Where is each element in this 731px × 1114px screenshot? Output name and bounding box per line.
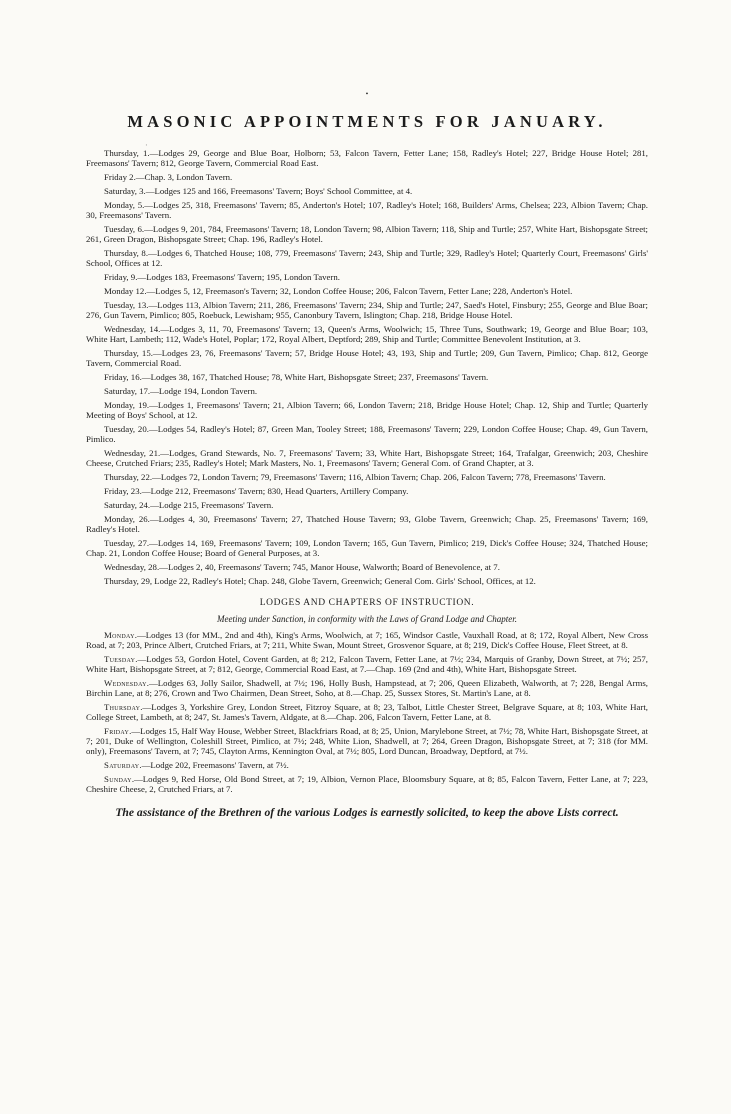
instruction-entry bbox=[86, 654, 648, 674]
entry-text: .—Lodges 63, Jolly Sailor, Shadwell, at 7½; 196, Holly Bush, Hampstead, at 7; 206, Queen Elizabeth, Walworth, at 7; 228, Bengal Arms, Birchin Lane, at 8; 276, Crown and Two Chairmen, Dean Street, Soho, at 8.—Chap. 25, Sussex Stores, St. Martin's Lane, at 8. bbox=[86, 678, 648, 698]
entry-text: .—Lodges 13 (for MM., 2nd and 4th), King's Arms, Woolwich, at 7; 165, Windsor Castle, Vauxhall Road, at 8; 172, Royal Albert, New Cross Road, at 7; 203, Prince Albert, Crutched Friars, at 7; 211, White Swan, Mount Street, Grosvenor Square, at 8; 219, Dick's Coffee House, Fleet Street, at 8. bbox=[86, 630, 648, 650]
day-label: Sunday bbox=[104, 774, 132, 784]
appointment-entry: Tuesday, 6.—Lodges 9, 201, 784, Freemasons' Tavern; 18, London Tavern; 98, Albion Tavern; 118, Ship and Turtle; 257, White Hart, Bishopsgate Street; 261, Green Dragon, Bishopsgate Street; Chap. 196, Radley's Hotel. bbox=[86, 224, 648, 244]
entry-text: .—Lodges 53, Gordon Hotel, Covent Garden, at 8; 212, Falcon Tavern, Fetter Lane, at 7½; 234, Marquis of Granby, Down Street, at 7½; 257, White Hart, Bishopsgate Street, at 7; 812, George, Commercial Road East, at 7.—Chap. 169 (2nd and 4th), White Hart, Bishopsgate Street. bbox=[86, 654, 648, 674]
appointment-entry: Saturday, 17.—Lodge 194, London Tavern. bbox=[104, 386, 258, 396]
day-label: Saturday bbox=[104, 760, 140, 770]
ornament: • bbox=[365, 90, 369, 98]
day-label: Wednesday bbox=[104, 678, 147, 688]
document-page bbox=[86, 90, 648, 819]
appointment-entry: Monday, 5.—Lodges 25, 318, Freemasons' Tavern; 85, Anderton's Hotel; 107, Radley's Hotel; 168, Builders' Arms, Chelsea; 223, Albion Tavern; Chap. 30, Freemasons' Tavern. bbox=[86, 200, 648, 220]
appointment-entry: Monday, 26.—Lodges 4, 30, Freemasons' Tavern; 27, Thatched House Tavern; 93, Globe Tavern, Greenwich; Chap. 25, Freemasons' Tavern; 169, Radley's Hotel. bbox=[86, 514, 648, 534]
appointment-entry: Tuesday, 27.—Lodges 14, 169, Freemasons' Tavern; 109, London Tavern; 165, Gun Tavern, Pimlico; 219, Dick's Coffee House; 324, Thatched House; Chap. 21, London Coffee House; Board of General Purposes, at 3. bbox=[86, 538, 648, 558]
appointment-entry: Thursday, 1.—Lodges 29, George and Blue Boar, Holborn; 53, Falcon Tavern, Fetter Lane; 158, Radley's Hotel; 227, Bridge House Hotel; 281, Freemasons' Tavern; 812, George Tavern, Commercial Road East. bbox=[86, 148, 648, 168]
appointment-entry: Friday 2.—Chap. 3, London Tavern. bbox=[104, 172, 233, 182]
appointment-entry: Friday, 16.—Lodges 38, 167, Thatched House; 78, White Hart, Bishopsgate Street; 237, Freemasons' Tavern. bbox=[104, 372, 489, 382]
entry-text: .—Lodges 9, Red Horse, Old Bond Street, at 7; 19, Albion, Vernon Place, Bloomsbury Square, at 8; 85, Falcon Tavern, Fetter Lane, at 7; 223, Cheshire Cheese, 2, Crutched Friars, at 7. bbox=[86, 774, 648, 794]
appointment-entry: Monday, 19.—Lodges 1, Freemasons' Tavern; 21, Albion Tavern; 66, London Tavern; 218, Bridge House Hotel; Chap. 12, Ship and Turtle; Quarterly Meeting of Boys' School, at 12. bbox=[86, 400, 648, 420]
instruction-entry bbox=[86, 630, 648, 650]
appointments-list bbox=[86, 148, 648, 586]
appointment-entry: Friday, 9.—Lodges 183, Freemasons' Tavern; 195, London Tavern. bbox=[104, 272, 340, 282]
appointment-entry: Wednesday, 14.—Lodges 3, 11, 70, Freemasons' Tavern; 13, Queen's Arms, Woolwich; 15, Three Tuns, Southwark; 19, George and Blue Boar; 103, White Hart, Lambeth; 112, Wade's Hotel, Poplar; 172, Royal Albert, Deptford; 289, Ship and Turtle; Committee Benevolent Institution, at 3. bbox=[86, 324, 648, 344]
entry-text: .—Lodges 15, Half Way House, Webber Street, Blackfriars Road, at 8; 25, Union, Marylebone Street, at 7½; 78, White Hart, Bishopsgate Street, at 7; 201, Duke of Wellington, Coleshill Street, Pimlico, at 7½; 248, White Lion, Shadwell, at 7; 264, Green Dragon, Bishopsgate Street, at 7; 318 (for MM. only), Freemasons' Tavern, at 7; 745, Clayton Arms, Kennington Oval, at 7½; 805, Lord Duncan, Broadway, Deptford, at 7½. bbox=[86, 726, 648, 756]
instruction-entry bbox=[86, 678, 648, 698]
section-heading: LODGES AND CHAPTERS OF INSTRUCTION. bbox=[259, 598, 475, 608]
instruction-list bbox=[86, 630, 648, 794]
appointment-entry: Thursday, 15.—Lodges 23, 76, Freemasons' Tavern; 57, Bridge House Hotel; 43, 193, Ship and Turtle; 209, Gun Tavern, Pimlico; Chap. 812, George Tavern, Commercial Road. bbox=[86, 348, 648, 368]
appointment-entry: Thursday, 8.—Lodges 6, Thatched House; 108, 779, Freemasons' Tavern; 243, Ship and Turtle; 329, Radley's Hotel; Quarterly Court, Freemasons' Girls' School, Offices at 12. bbox=[86, 248, 648, 268]
appointment-entry: Saturday, 3.—Lodges 125 and 166, Freemasons' Tavern; Boys' School Committee, at 4. bbox=[104, 186, 413, 196]
appointment-entry: Thursday, 29, Lodge 22, Radley's Hotel; Chap. 248, Globe Tavern, Greenwich; General Com. Girls' School, Offices, at 12. bbox=[104, 576, 536, 586]
day-label: Friday bbox=[104, 726, 130, 736]
appointment-entry: Wednesday, 28.—Lodges 2, 40, Freemasons' Tavern; 745, Manor House, Walworth; Board of Benevolence, at 7. bbox=[104, 562, 500, 572]
appointment-entry: Tuesday, 20.—Lodges 54, Radley's Hotel; 87, Green Man, Tooley Street; 188, Freemasons' Tavern; 229, London Coffee House; Chap. 49, Gun Tavern, Pimlico. bbox=[86, 424, 648, 444]
section-subtitle: Meeting under Sanction, in conformity with the Laws of Grand Lodge and Chapter. bbox=[217, 614, 517, 624]
instruction-entry bbox=[86, 726, 648, 756]
appointment-entry: Wednesday, 21.—Lodges, Grand Stewards, No. 7, Freemasons' Tavern; 33, White Hart, Bishopsgate Street; 164, Trafalgar, Greenwich; 203, Cheshire Cheese, Crutched Friars; 235, Radley's Hotel; Mark Masters, No. 1, Freemasons' Tavern; General Com. of Grand Chapter, at 3. bbox=[86, 448, 648, 468]
instruction-entry bbox=[86, 702, 648, 722]
appointment-entry: Tuesday, 13.—Lodges 113, Albion Tavern; 211, 286, Freemasons' Tavern; 234, Ship and Turtle; 247, Saed's Hotel, Finsbury; 255, George and Blue Boar; 276, Gun Tavern, Pimlico; 805, Roebuck, Lewisham; 955, Canonbury Tavern, Islington; Chap. 218, Bridge House Hotel. bbox=[86, 300, 648, 320]
page-title: MASONIC APPOINTMENTS FOR JANUARY. bbox=[127, 112, 607, 131]
instruction-entry bbox=[86, 760, 648, 770]
entry-text: .—Lodge 202, Freemasons' Tavern, at 7½. bbox=[139, 760, 289, 770]
instruction-entry bbox=[86, 774, 648, 794]
closing-note: The assistance of the Brethren of the various Lodges is earnestly solicited, to keep the above Lists correct. bbox=[115, 806, 619, 819]
appointment-entry: Thursday, 22.—Lodges 72, London Tavern; 79, Freemasons' Tavern; 116, Albion Tavern; Chap. 206, Falcon Tavern; 778, Freemasons' Tavern. bbox=[104, 472, 606, 482]
stray-mark: ˌ bbox=[145, 138, 148, 146]
appointment-entry: Saturday, 24.—Lodge 215, Freemasons' Tavern. bbox=[104, 500, 274, 510]
day-label: Tuesday bbox=[104, 654, 136, 664]
entry-text: .—Lodges 3, Yorkshire Grey, London Street, Fitzroy Square, at 8; 23, Talbot, Little Chester Street, Belgrave Square, at 8; 103, White Hart, College Street, Lambeth, at 8; 247, St. James's Tavern, Aldgate, at 8.—Chap. 206, Falcon Tavern, Fetter Lane, at 8. bbox=[86, 702, 648, 722]
appointment-entry: Monday 12.—Lodges 5, 12, Freemason's Tavern; 32, London Coffee House; 206, Falcon Tavern, Fetter Lane; 228, Anderton's Hotel. bbox=[104, 286, 573, 296]
day-label: Monday bbox=[104, 630, 135, 640]
day-label: Thursday bbox=[104, 702, 141, 712]
appointment-entry: Friday, 23.—Lodge 212, Freemasons' Tavern; 830, Head Quarters, Artillery Company. bbox=[104, 486, 409, 496]
